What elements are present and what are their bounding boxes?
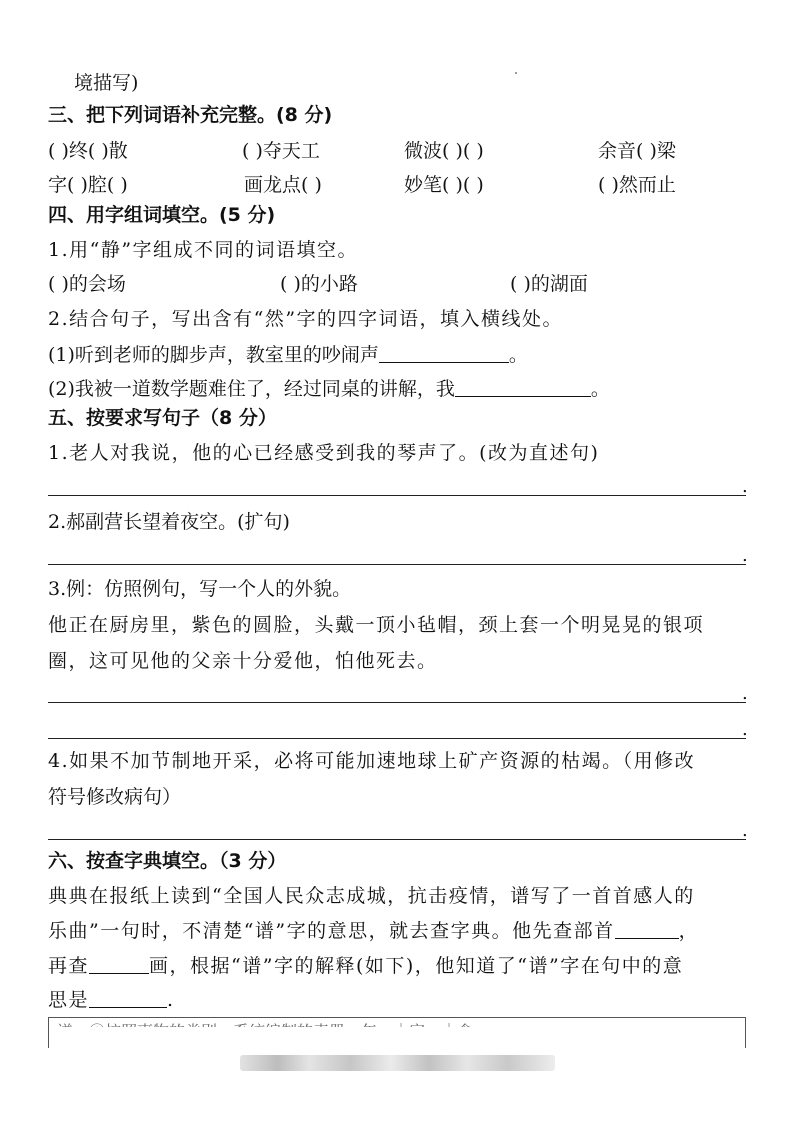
answer-line-5[interactable] xyxy=(48,839,746,840)
s6-paragraph-line-2 xyxy=(48,918,699,944)
answer-line-2[interactable] xyxy=(48,564,746,565)
s4-q2-s2-text: (2)我被一道数学题难住了，经过同桌的讲解，我 xyxy=(48,378,455,400)
answer-blank-1[interactable] xyxy=(379,342,509,363)
s4-q2-sentence-1 xyxy=(48,342,528,368)
s6-paragraph-line-1: 典典在报纸上读到“全国人民众志成城，抗击疫情，谱写了一首首感人的 xyxy=(48,885,695,907)
s4-q1-item-3: ( )的湖面 xyxy=(510,273,588,295)
s6-p2-text: 乐曲”一句时，不清楚“谱”字的意思，就去查字典。他先查部首 xyxy=(48,920,615,942)
answer-line-4[interactable] xyxy=(48,738,746,739)
s6-paragraph-line-3 xyxy=(48,953,683,979)
line-end-dot-4: . xyxy=(742,719,748,740)
s4-question-1: 1.用“静”字组成不同的词语填空。 xyxy=(48,239,359,261)
s6-p4-period: . xyxy=(167,989,175,1011)
s3-item-5: 字( )腔( ) xyxy=(48,174,128,196)
s6-p2-comma: ， xyxy=(678,920,700,942)
s4-question-2: 2.结合句子，写出含有“然”字的四字词语，填入横线处。 xyxy=(48,308,564,330)
answer-blank-meaning[interactable] xyxy=(89,987,167,1008)
s5-q3-example-line-1: 他正在厨房里，紫色的圆脸，头戴一顶小毡帽，颈上套一个明晃晃的银项 xyxy=(48,614,705,636)
s6-p3-text-b: 画，根据“谱”字的解释(如下)，他知道了“谱”字在句中的意 xyxy=(149,955,684,977)
s4-q1-item-1: ( )的会场 xyxy=(48,273,126,295)
line-end-dot-3: . xyxy=(742,683,748,704)
s3-item-4: 余音( )梁 xyxy=(598,140,676,162)
answer-blank-radical[interactable] xyxy=(615,918,679,939)
section-4-heading: 四、用字组词填空。(5 分) xyxy=(48,204,276,226)
s4-q2-sentence-2 xyxy=(48,376,610,402)
s5-question-4-line-1: 4.如果不加节制地开采，必将可能加速地球上矿产资源的枯竭。（用修改 xyxy=(48,750,696,772)
previous-question-tail: 境描写) xyxy=(74,72,139,94)
section-3-heading: 三、把下列词语补充完整。(8 分) xyxy=(48,104,333,126)
section-5-heading: 五、按要求写句子（8 分） xyxy=(48,407,277,429)
s3-item-8: ( )然而止 xyxy=(598,174,676,196)
s5-question-4-line-2: 符号修改病句） xyxy=(48,786,182,808)
s4-q2-s1-text: (1)听到老师的脚步声，教室里的吵闹声 xyxy=(48,344,379,366)
answer-blank-strokes[interactable] xyxy=(89,953,149,974)
s6-p3-text-a: 再查 xyxy=(48,955,90,977)
s3-item-2: ( )夺天工 xyxy=(242,140,320,162)
dictionary-entry-box xyxy=(48,1017,746,1048)
s3-item-3: 微波( )( ) xyxy=(404,140,484,162)
s4-q2-s2-end: 。 xyxy=(590,378,610,400)
line-end-dot-2: . xyxy=(742,545,748,566)
scan-speck xyxy=(515,72,517,74)
answer-line-1[interactable] xyxy=(48,495,746,496)
blurred-watermark-bar xyxy=(240,1055,555,1071)
line-end-dot-5: . xyxy=(742,820,748,841)
answer-line-3[interactable] xyxy=(48,702,746,703)
s4-q1-item-2: ( )的小路 xyxy=(280,273,358,295)
section-6-heading: 六、按查字典填空。（3 分） xyxy=(48,850,287,872)
s6-paragraph-line-4 xyxy=(48,987,175,1013)
s5-question-1: 1.老人对我说，他的心已经感受到我的琴声了。(改为直述句) xyxy=(48,442,600,464)
page-cutoff-mask xyxy=(49,1027,745,1048)
line-end-dot-1: . xyxy=(742,476,748,497)
s5-q3-example-line-2: 圈，这可见他的父亲十分爱他，怕他死去。 xyxy=(48,650,438,672)
s3-item-1: ( )终( )散 xyxy=(48,140,128,162)
s3-item-6: 画龙点( ) xyxy=(244,174,322,196)
s6-p4-text: 思是 xyxy=(48,989,90,1011)
answer-blank-2[interactable] xyxy=(455,376,591,397)
s5-question-3: 3.例：仿照例句，写一个人的外貌。 xyxy=(48,578,352,600)
s4-q2-s1-end: 。 xyxy=(508,344,528,366)
s5-question-2: 2.郝副营长望着夜空。(扩句) xyxy=(48,511,290,533)
s3-item-7: 妙笔( )( ) xyxy=(404,174,484,196)
